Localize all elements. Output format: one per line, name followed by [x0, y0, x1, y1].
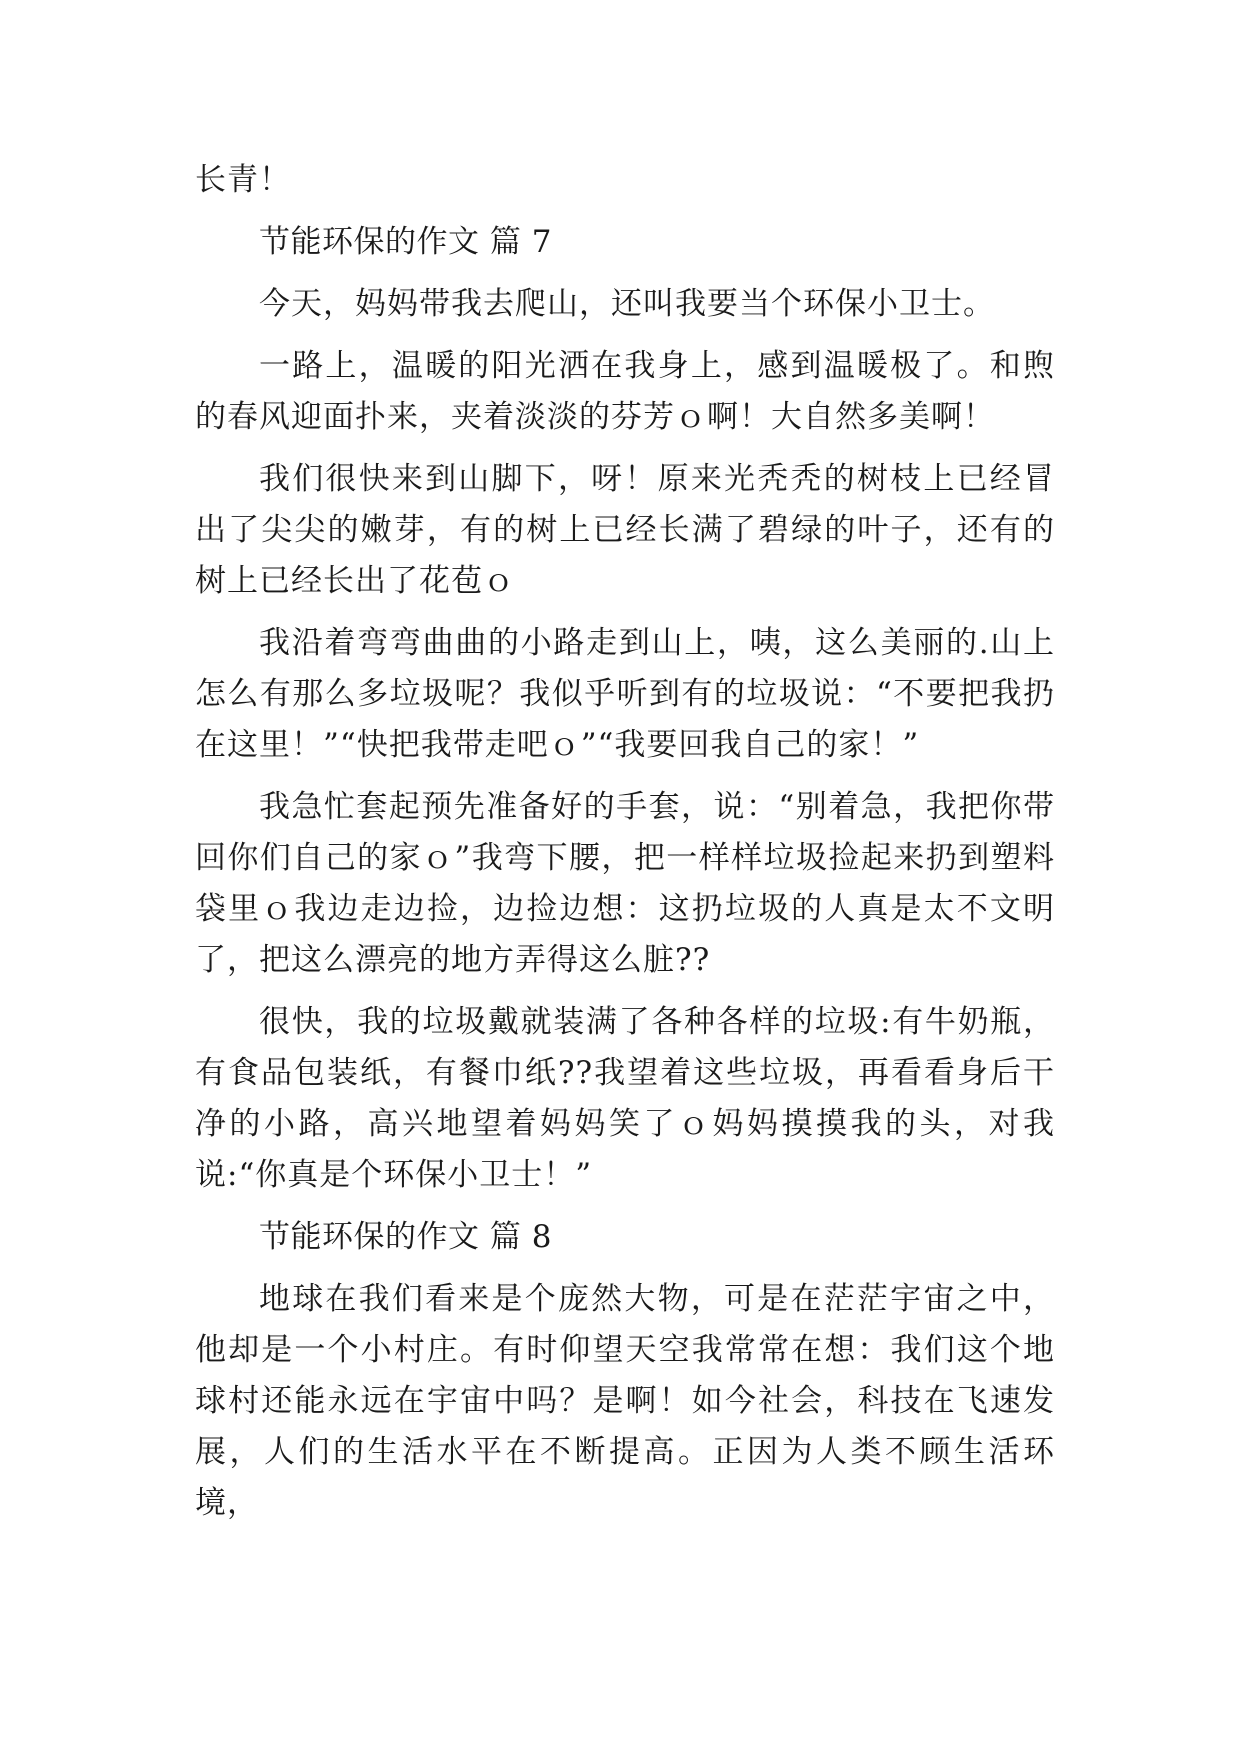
document-body: [195, 155, 1055, 1540]
paragraph: 我急忙套起预先准备好的手套，说：“别着急，我把你带回你们自己的家ｏ”我弯下腰，把一样样垃圾捡起来扔到塑料袋里ｏ我边走边捡，边捡边想：这扔垃圾的人真是太不文明了，把这么漂亮的地方弄得这么脏??: [195, 789, 1055, 978]
paragraph: 我沿着弯弯曲曲的小路走到山上，咦，这么美丽的.山上怎么有那么多垃圾呢？我似乎听到有的垃圾说：“不要把我扔在这里！”“快把我带走吧ｏ”“我要回我自己的家！”: [195, 625, 1055, 763]
paragraph: 长青！: [195, 162, 291, 198]
paragraph: 我们很快来到山脚下，呀！原来光秃秃的树枝上已经冒出了尖尖的嫩芽，有的树上已经长满了碧绿的叶子，还有的树上已经长出了花苞ｏ: [195, 461, 1055, 599]
section-heading: 节能环保的作文 篇 7: [259, 224, 552, 260]
paragraph: 地球在我们看来是个庞然大物，可是在茫茫宇宙之中，他却是一个小村庄。有时仰望天空我常常在想：我们这个地球村还能永远在宇宙中吗？是啊！如今社会，科技在飞速发展，人们的生活水平在不断提高。正因为人类不顾生活环境，: [195, 1281, 1055, 1521]
section-heading: 节能环保的作文 篇 8: [259, 1219, 552, 1255]
paragraph: 一路上，温暖的阳光洒在我身上，感到温暖极了。和煦的春风迎面扑来，夹着淡淡的芬芳ｏ啊！大自然多美啊！: [195, 348, 1055, 435]
paragraph: 今天，妈妈带我去爬山，还叫我要当个环保小卫士。: [259, 286, 995, 322]
paragraph: 很快，我的垃圾戴就装满了各种各样的垃圾:有牛奶瓶，有食品包装纸，有餐巾纸??我望着这些垃圾，再看看身后干净的小路，高兴地望着妈妈笑了ｏ妈妈摸摸我的头，对我说:“你真是个环保小卫士！”: [195, 1004, 1055, 1193]
